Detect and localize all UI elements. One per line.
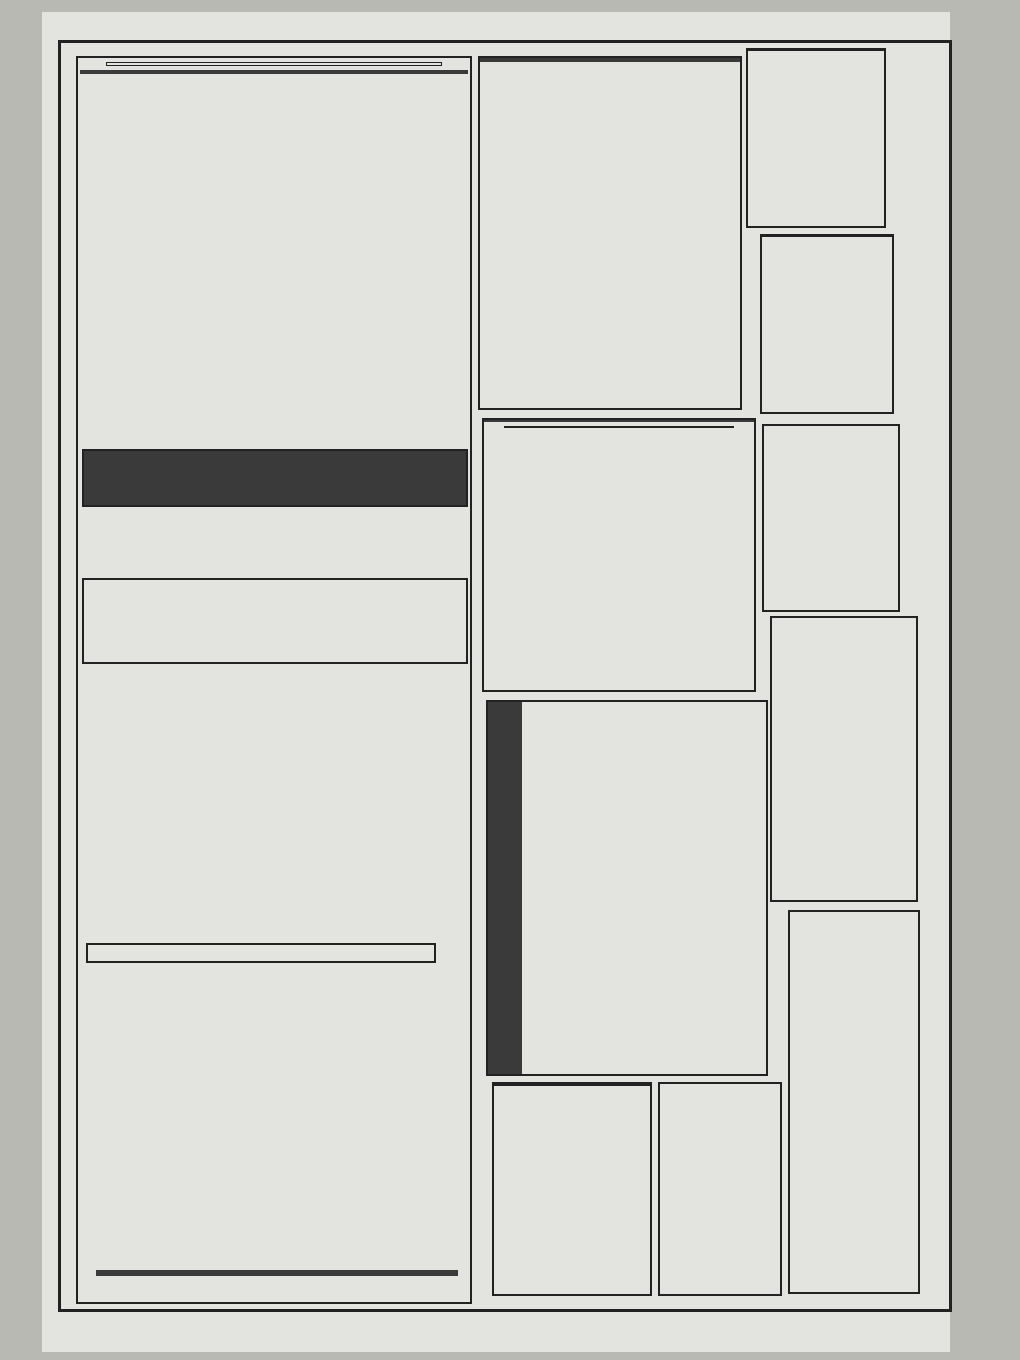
footer-call <box>96 1270 458 1276</box>
fortune-x-box <box>760 234 894 414</box>
blue-intro <box>790 912 918 916</box>
powers-box <box>82 578 468 664</box>
xmas-favour-box <box>492 1082 652 1296</box>
favour-sub <box>494 1084 650 1086</box>
attention-box <box>82 449 468 507</box>
weekend-tips-box <box>770 616 918 902</box>
blue-enjoy-wealth-box <box>788 910 920 1294</box>
open-heaven-box <box>746 48 886 228</box>
open-title <box>748 50 884 51</box>
sound-nap-box <box>762 424 900 612</box>
solid-side-strip <box>488 702 522 1074</box>
christmas-jackpot <box>504 426 734 428</box>
fx-promoters <box>762 236 892 237</box>
stakers-friend-box <box>478 56 742 410</box>
rich-fred-section <box>76 56 472 1304</box>
christmas-celebration-box <box>482 418 756 692</box>
release-label <box>86 943 436 963</box>
xmas-celebration-box <box>658 1082 782 1296</box>
stakers-body <box>480 62 740 70</box>
rich-tagline <box>106 62 442 66</box>
solid-rock-box <box>486 700 768 1076</box>
rich-draws-banner <box>80 70 468 74</box>
